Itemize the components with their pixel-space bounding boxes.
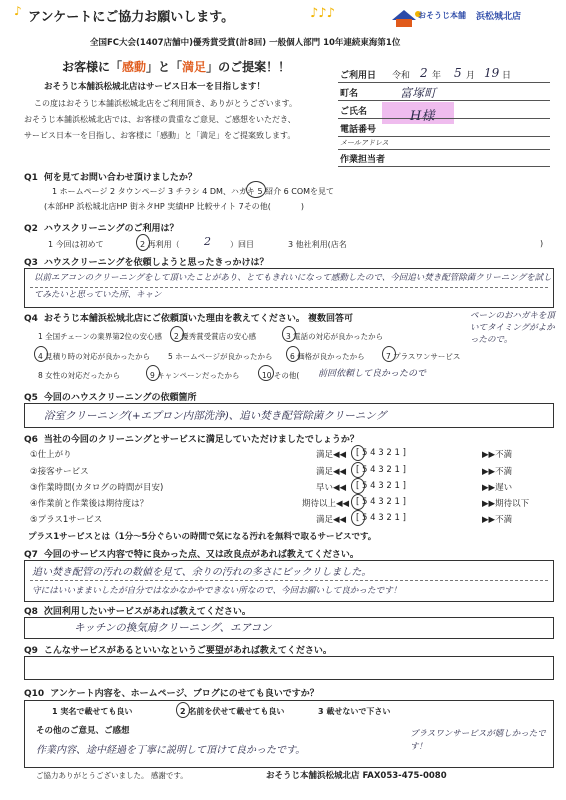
q4-selected-4	[34, 346, 48, 362]
q1-options-2-text: (本部HP 浜松城北店HP 街ネタHP 実績HP 比較サイト 7その他(	[44, 202, 271, 211]
town-row	[338, 84, 550, 101]
intro-line-3: おそうじ本舗浜松城北店では、お客様の貴重なご意見、ご感想をいただき、	[24, 115, 296, 124]
q6-row-4	[26, 497, 546, 511]
q3-answer-1: 以前エアコンのクリーニングをして頂いたことがあり、とてもきれいになって感動したので、今回追い焚き配管除菌クリーニングを試してみたいと思っていた所、キャン	[34, 273, 552, 300]
q9-answer-box	[24, 656, 554, 680]
q2-text: ハウスクリーニングのご利用は？	[43, 224, 179, 234]
q7-answer-2: 守にはいいままいしたが自分ではなかなかやできない所なので、今回お願いして良かったです！	[32, 586, 402, 596]
date-era: 令和	[392, 71, 411, 81]
q4-text: おそうじ本舗浜松城北店にご依頼頂いた理由を教えてください。 複数回答可	[43, 314, 354, 324]
q10-opt2: 2 名前を伏せて載せても良い	[180, 707, 285, 716]
q6-row-5-scale: [ 5 4 3 2 1 ]	[356, 513, 406, 523]
q10-text: アンケート内容を、ホームページ、ブログにのせても良いですか？	[50, 689, 319, 699]
q6-row-2	[26, 465, 546, 479]
q1-number: Q1	[24, 173, 38, 183]
q6-row-3-right: ▶▶遅い	[482, 483, 513, 493]
q10-opt1: 1 実名で載せても良い	[52, 707, 133, 716]
q4-heading	[24, 311, 359, 324]
date-year-unit: 年	[432, 71, 442, 81]
staff-row	[338, 150, 550, 167]
q6-row-1-scale: [ 5 4 3 2 1 ]	[356, 448, 406, 458]
intro-line-1: おそうじ本舗浜松城北店はサービス日本一を目指します！	[44, 82, 266, 92]
name-value: H様	[410, 109, 435, 124]
q6-row-3-left: 早い◀◀	[316, 483, 347, 493]
q4-number: Q4	[24, 314, 38, 324]
proposal-mid: 」と「	[146, 60, 183, 74]
q9-number: Q9	[24, 646, 38, 656]
q4-opt1: 1 全国チェーンの業界第2位の安心感	[38, 332, 163, 341]
q2-number: Q2	[24, 224, 38, 234]
mail-label: メールアドレス	[340, 139, 389, 147]
q6-row-1-selected	[351, 445, 365, 461]
name-row	[338, 102, 550, 124]
q4-selected-6	[286, 346, 300, 362]
q2-opt3-end: )	[540, 239, 544, 248]
q4-selected-2	[170, 326, 184, 342]
q4-opt10: 10 その他(	[262, 371, 300, 380]
q6-row-4-scale: [ 5 4 3 2 1 ]	[356, 497, 406, 507]
q7-number: Q7	[24, 550, 38, 560]
q5-answer: 浴室クリーニング(+エプロン内部洗浄)、追い焚き配管除菌クリーニング	[44, 410, 387, 422]
q1-options-2	[44, 201, 304, 212]
q7-answer-1: 追い焚き配管の汚れの数値を見て、余りの汚れの多さにビックリしました。	[32, 567, 372, 578]
q4-opt3: 3 電話の対応が良かったから	[286, 332, 384, 341]
mail-row	[338, 136, 550, 150]
q6-row-5	[26, 513, 546, 527]
town-label: 町名	[340, 89, 359, 99]
q2-opt3: 3 他社利用(店名	[288, 240, 347, 249]
q6-row-1-right: ▶▶不満	[482, 450, 513, 460]
q6-row-2-label: ②接客サービス	[30, 467, 89, 477]
page-title: アンケートにご協力お願いします。	[28, 10, 235, 25]
q4-opt7: 7 プラスワンサービス	[386, 352, 461, 361]
q6-row-2-right: ▶▶不満	[482, 467, 513, 477]
q10-selected-2	[176, 702, 190, 718]
q8-number: Q8	[24, 607, 38, 617]
brand-name: おそうじ本舗	[418, 11, 466, 20]
date-row	[338, 66, 550, 83]
phone-row	[338, 120, 550, 137]
q4-opt10-value: 前回依頼して良かったので	[318, 369, 427, 379]
date-day-unit: 日	[502, 71, 512, 81]
q6-row-1	[26, 448, 546, 462]
q5-number: Q5	[24, 393, 38, 403]
q4-selected-7	[382, 346, 396, 362]
q1-selected-4	[246, 181, 266, 198]
q4-opt8: 8 女性の対応だったから	[38, 371, 121, 380]
q6-row-2-scale: [ 5 4 3 2 1 ]	[356, 465, 406, 475]
q6-text: 当社の今回のクリーニングとサービスに満足していただけましたでしょうか？	[43, 435, 359, 445]
music-notes-icon: ♪♪♪	[310, 6, 335, 21]
proposal-post: 」のご提案！！	[206, 60, 291, 74]
q6-number: Q6	[24, 435, 38, 445]
proposal-heading	[62, 58, 290, 75]
intro-line-2: この度はおそうじ本舗浜松城北店をご利用頂き、ありがとうございます。	[34, 99, 298, 108]
proposal-pre: お客様に「	[62, 60, 123, 74]
q3-answer-2: ペーンのおハガキを頂いてタイミングがよかったので。	[470, 311, 555, 345]
q6-note: プラス1サービスとは（1分～5分ぐらいの時間で気になる汚れを無料で取るサービスです。	[28, 532, 377, 542]
q7-answer-line	[30, 580, 548, 581]
q4-selected-9	[146, 365, 160, 381]
q7-text: 今回のサービス内容で特に良かった点、又は改良点があれば教えてください。	[43, 550, 359, 560]
award-line: 全国FC大会(1407店舗中)優秀賞受賞(計8回) 一般個人部門 10年連続東海第1位	[90, 38, 401, 48]
q6-row-4-label: ④作業前と作業後は期待度は？	[30, 499, 149, 509]
q1-text: 何を見てお問い合わせ頂けましたか？	[43, 173, 197, 183]
q10-other-answer: 作業内容、途中経過を丁寧に説明して頂けて良かったです。	[36, 745, 306, 756]
q6-row-3-scale: [ 5 4 3 2 1 ]	[356, 481, 406, 491]
town-value: 富塚町	[400, 86, 437, 100]
q6-row-5-left: 満足◀◀	[316, 515, 347, 525]
q7-heading	[24, 547, 365, 560]
q4-opt4: 4 見積り時の対応が良かったから	[38, 352, 151, 361]
q9-heading	[24, 643, 338, 656]
name-label: ご氏名	[340, 107, 368, 117]
q1-options-1: 1 ホームページ 2 タウンページ 3 チラシ 4 DM、ハガキ 5 紹介 6 COMを見て	[52, 187, 335, 196]
footer-thanks: ご協力ありがとうございました。 感謝です。	[36, 771, 188, 780]
q6-row-1-left: 満足◀◀	[316, 450, 347, 460]
q6-row-2-left: 満足◀◀	[316, 467, 347, 477]
q8-text: 次回利用したいサービスがあれば教えてください。	[43, 607, 251, 617]
q4-opt9: 9 キャンペーンだったから	[150, 371, 240, 380]
q6-row-4-left: 期待以上◀◀	[302, 499, 350, 509]
q2-heading	[24, 221, 184, 234]
q6-row-3-selected	[351, 478, 365, 494]
q6-row-4-right: ▶▶期待以下	[482, 499, 530, 509]
q4-selected-10	[258, 365, 274, 381]
q6-heading	[24, 432, 365, 445]
q6-row-4-selected	[351, 494, 365, 510]
q2-opt2: 2 再利用（	[140, 240, 180, 249]
q3-number: Q3	[24, 258, 38, 268]
date-month: 5	[454, 66, 462, 80]
intro-line-4: サービス日本一を目指し、お客様に「感動」と「満足」をご提案致します。	[24, 131, 296, 140]
footer-store: おそうじ本舗浜松城北店 FAX053-475-0080	[266, 771, 447, 781]
q6-row-5-right: ▶▶不満	[482, 515, 513, 525]
q6-row-1-label: ①仕上がり	[30, 450, 72, 460]
brand-store: 浜松城北店	[476, 12, 522, 22]
q5-text: 今回のハウスクリーニングの依頼箇所	[43, 393, 197, 403]
date-day: 19	[484, 66, 500, 80]
q10-heading	[24, 686, 325, 699]
q3-text: ハウスクリーニングを依頼しようと思ったきっかけは？	[43, 258, 269, 268]
phone-label: 電話番号	[340, 125, 377, 135]
proposal-kandou: 感動	[122, 60, 147, 74]
q6-row-3-label: ③作業時間(カタログの時間が目安)	[30, 483, 164, 493]
q1-options-2-end: )	[300, 202, 304, 211]
date-month-unit: 月	[466, 71, 476, 81]
q2-opt1: 1 今回は初めて	[48, 240, 104, 249]
q2-opt2-value: 2	[204, 235, 211, 248]
q1-heading	[24, 170, 203, 183]
q6-row-2-selected	[351, 462, 365, 478]
q9-text: こんなサービスがあるといいなというご要望があれば教えてください。	[43, 646, 332, 656]
q10-other-answer-2: プラスワンサービスが嬉しかったです！	[410, 729, 546, 752]
date-label: ご利用日	[340, 71, 377, 81]
q4-opt6: 6 価格が良かったから	[290, 352, 365, 361]
title-marker: ♪	[14, 4, 22, 18]
q8-answer: キッチンの換気扇クリーニング、エアコン	[74, 622, 272, 634]
q4-opt2: 2 優秀賞受賞店の安心感	[174, 332, 257, 341]
q2-selected-2	[136, 234, 150, 251]
staff-label: 作業担当者	[340, 155, 386, 165]
date-year: 2	[420, 66, 428, 80]
q10-number: Q10	[24, 689, 45, 699]
q10-other-label: その他のご意見、ご感想	[36, 726, 130, 736]
q8-heading	[24, 604, 257, 617]
q6-row-5-selected	[351, 510, 365, 526]
q2-opt2-end: ）回目	[230, 240, 254, 249]
q6-row-5-label: ⑤プラス1サービス	[30, 515, 103, 525]
q4-opt5: 5 ホームページが良かったから	[168, 352, 273, 361]
q6-row-3	[26, 481, 546, 495]
q10-opt3: 3 載せないで下さい	[318, 707, 391, 716]
q4-selected-3	[282, 326, 296, 342]
proposal-manzoku: 満足	[182, 60, 207, 74]
q5-heading	[24, 390, 202, 403]
q3-heading	[24, 255, 274, 268]
